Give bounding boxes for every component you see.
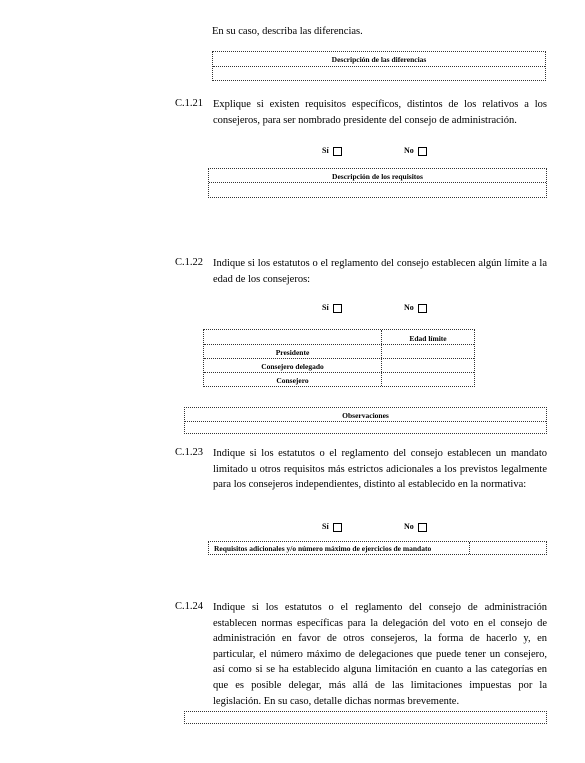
section-text-c121: Explique si existen requisitos específicos, distintos de los relativos a los consejeros, para ser nombrado presidente del consejo de administración.	[213, 99, 547, 126]
yes-checkbox[interactable]	[333, 304, 342, 313]
age-input-ceo[interactable]	[382, 359, 474, 372]
yes-label: Sí	[322, 303, 329, 312]
no-label: No	[404, 146, 414, 155]
yes-option-c123[interactable]	[322, 522, 342, 532]
no-checkbox[interactable]	[418, 304, 427, 313]
observations-field[interactable]	[185, 422, 546, 433]
no-option-c122[interactable]	[404, 303, 427, 313]
section-text-c124: Indique si los estatutos o el reglamento del consejo de administración establecen normas específicas para la delegación del voto en el consejo de administración en favor de otros consejeros, la forma de hacerlo y, en particular, el número máximo de delegaciones que puede tener un consejero, así como si se ha establecido alguna limitación en cuanto a las categorías en que es posible delegar, más allá de las limitaciones impuestas por la legislación. En su caso, detalle dichas normas brevemente.	[213, 602, 547, 707]
observations-box	[184, 407, 547, 434]
additional-requirements-field[interactable]	[470, 542, 546, 554]
no-option-c121[interactable]	[404, 146, 427, 156]
no-checkbox[interactable]	[418, 147, 427, 156]
observations-header: Observaciones	[342, 411, 389, 420]
additional-requirements-box	[208, 541, 547, 555]
section-text-c122: Indique si los estatutos o el reglamento del consejo establecen algún límite a la edad de los consejeros:	[213, 258, 547, 285]
no-checkbox[interactable]	[418, 523, 427, 532]
requirements-box	[208, 168, 547, 198]
no-label: No	[404, 303, 414, 312]
requirements-field[interactable]	[209, 183, 546, 197]
yes-option-c121[interactable]	[322, 146, 342, 156]
section-code-c123: C.1.23	[175, 447, 204, 458]
yes-option-c122[interactable]	[322, 303, 342, 313]
yes-checkbox[interactable]	[333, 523, 342, 532]
age-limit-header: Edad límite	[409, 334, 447, 343]
table-row-director: Consejero	[276, 376, 309, 385]
delegation-rules-field[interactable]	[184, 711, 547, 724]
intro-text: En su caso, describa las diferencias.	[212, 26, 363, 37]
section-text-c123: Indique si los estatutos o el reglamento del consejo establecen un mandato limitado u otros requisitos más estrictos adicionales a los previstos legalmente para los consejeros independientes, distinto al establecido en la normativa:	[213, 448, 547, 491]
age-limit-table	[203, 329, 475, 387]
yes-label: Sí	[322, 146, 329, 155]
table-row-ceo: Consejero delegado	[261, 362, 324, 371]
section-code-c121: C.1.21	[175, 98, 204, 109]
age-input-director[interactable]	[382, 373, 474, 386]
differences-header: Descripción de las diferencias	[331, 55, 427, 64]
differences-box	[212, 51, 546, 81]
section-code-c122: C.1.22	[175, 257, 204, 268]
no-option-c123[interactable]	[404, 522, 427, 532]
table-row-president: Presidente	[275, 348, 310, 357]
no-label: No	[404, 522, 414, 531]
yes-checkbox[interactable]	[333, 147, 342, 156]
section-code-c124: C.1.24	[175, 601, 204, 612]
requirements-header: Descripción de los requisitos	[332, 172, 423, 181]
age-input-president[interactable]	[382, 345, 474, 358]
additional-requirements-label: Requisitos adicionales y/o número máximo de ejercicios de mandato	[214, 544, 432, 553]
yes-label: Sí	[322, 522, 329, 531]
differences-field[interactable]	[213, 67, 545, 80]
